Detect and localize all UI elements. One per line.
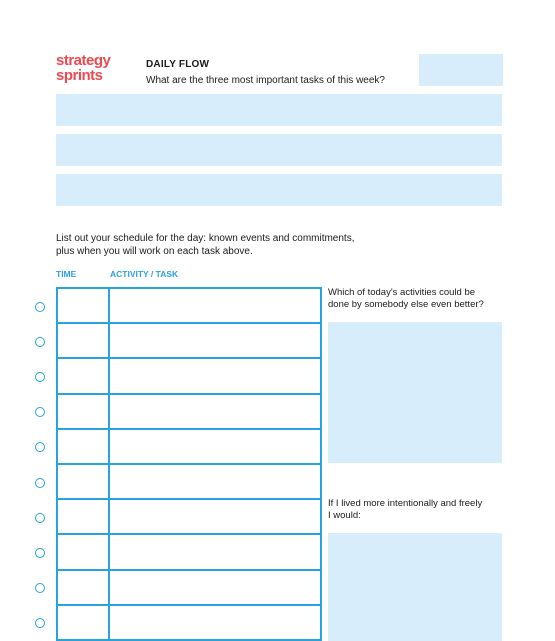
schedule-row <box>58 359 320 394</box>
task-cell[interactable] <box>110 395 320 428</box>
schedule-row <box>58 465 320 500</box>
weekly-tasks-question: What are the three most important tasks of this week? <box>146 75 385 86</box>
task-cell[interactable] <box>110 289 320 322</box>
task-cell[interactable] <box>110 465 320 498</box>
schedule-row <box>58 606 320 641</box>
checkbox-circle-icon[interactable] <box>35 478 45 488</box>
date-field[interactable] <box>419 54 503 86</box>
checkbox-circle-icon[interactable] <box>35 302 45 312</box>
brand-logo <box>56 53 110 83</box>
schedule-row <box>58 535 320 570</box>
checkbox-circle-icon[interactable] <box>35 548 45 558</box>
schedule-row <box>58 324 320 359</box>
time-cell[interactable] <box>58 395 110 428</box>
logo-line-2: sprints <box>56 67 103 84</box>
time-cell[interactable] <box>58 324 110 357</box>
time-cell[interactable] <box>58 430 110 463</box>
task-cell[interactable] <box>110 359 320 392</box>
logo-line-1: strategy <box>56 52 111 69</box>
task-cell[interactable] <box>110 324 320 357</box>
intention-question-line-1: If I lived more intentionally and freely <box>328 498 483 509</box>
schedule-intro-line-1: List out your schedule for the day: known events and commitments, <box>56 233 355 244</box>
checkbox-circle-icon[interactable] <box>35 618 45 628</box>
task-cell[interactable] <box>110 571 320 604</box>
intention-question <box>328 498 508 522</box>
time-column-header: TIME <box>56 269 77 279</box>
task-field-3[interactable] <box>56 174 502 206</box>
delegate-question-line-1: Which of today's activities could be <box>328 287 476 298</box>
checkbox-circle-icon[interactable] <box>35 442 45 452</box>
time-cell[interactable] <box>58 289 110 322</box>
checkbox-circle-icon[interactable] <box>35 337 45 347</box>
page-title: DAILY FLOW <box>146 59 210 70</box>
task-field-2[interactable] <box>56 134 502 166</box>
checkbox-circle-icon[interactable] <box>35 583 45 593</box>
intention-answer-field[interactable] <box>328 533 502 641</box>
task-cell[interactable] <box>110 535 320 568</box>
intention-question-line-2: I would: <box>328 510 361 521</box>
checkbox-circle-icon[interactable] <box>35 407 45 417</box>
task-cell[interactable] <box>110 606 320 639</box>
schedule-row <box>58 571 320 606</box>
task-cell[interactable] <box>110 500 320 533</box>
time-cell[interactable] <box>58 571 110 604</box>
task-cell[interactable] <box>110 430 320 463</box>
checkbox-circle-icon[interactable] <box>35 513 45 523</box>
schedule-table <box>56 287 322 641</box>
time-cell[interactable] <box>58 500 110 533</box>
delegate-question <box>328 287 508 311</box>
schedule-row <box>58 430 320 465</box>
time-cell[interactable] <box>58 606 110 639</box>
time-cell[interactable] <box>58 465 110 498</box>
task-field-1[interactable] <box>56 94 502 126</box>
schedule-intro <box>56 232 355 258</box>
time-cell[interactable] <box>58 359 110 392</box>
checkbox-circle-icon[interactable] <box>35 372 45 382</box>
schedule-row <box>58 289 320 324</box>
time-cell[interactable] <box>58 535 110 568</box>
schedule-row <box>58 395 320 430</box>
schedule-row <box>58 500 320 535</box>
delegate-answer-field[interactable] <box>328 322 502 463</box>
schedule-intro-line-2: plus when you will work on each task above. <box>56 246 253 257</box>
delegate-question-line-2: done by somebody else even better? <box>328 299 484 310</box>
task-column-header: ACTIVITY / TASK <box>110 269 179 279</box>
